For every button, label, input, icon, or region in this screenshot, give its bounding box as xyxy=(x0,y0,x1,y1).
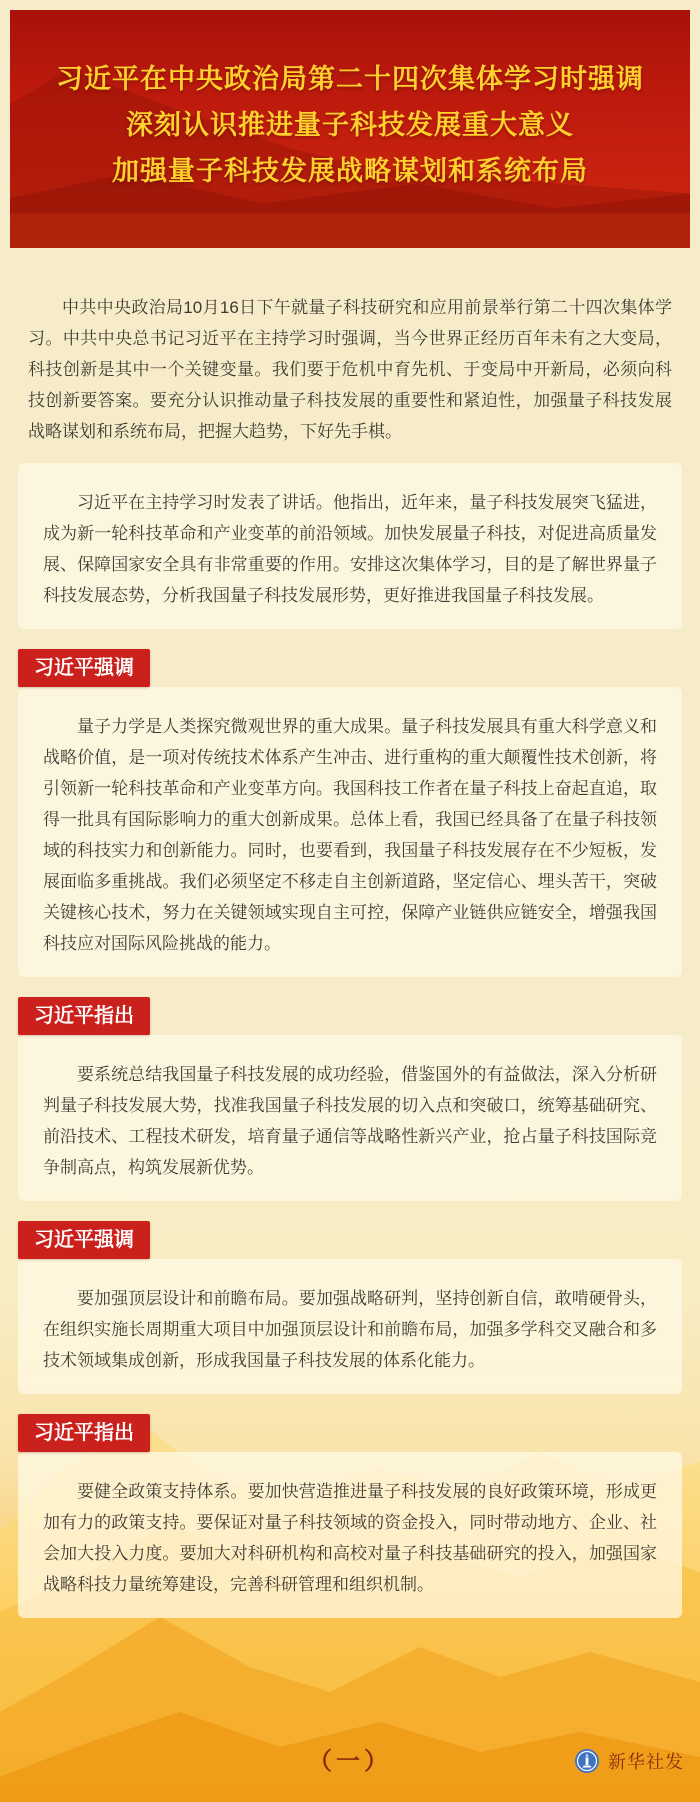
speaker-badge: 习近平指出 xyxy=(18,997,150,1035)
title-line-1: 习近平在中央政治局第二十四次集体学习时强调 xyxy=(56,64,644,94)
speaker-badge: 习近平强调 xyxy=(18,1221,150,1259)
section-box xyxy=(18,1259,682,1394)
intro-paragraph: 中共中央政治局10月16日下午就量子科技研究和应用前景举行第二十四次集体学习。中共中央总书记习近平在主持学习时强调，当今世界正经历百年未有之大变局，科技创新是其中一个关键变量。我们要于危机中育先机、于变局中开新局，必须向科技创新要答案。要充分认识推动量子科技发展的重要性和紧迫性，加强量子科技发展战略谋划和系统布局，把握大趋势，下好先手棋。 xyxy=(28,298,672,441)
page-title xyxy=(10,10,690,194)
paragraph: 要加强顶层设计和前瞻布局。要加强战略研判，坚持创新自信，敢啃硬骨头，在组织实施长周期重大项目中加强顶层设计和前瞻布局，加强多学科交叉融合和多技术领域集成创新，形成我国量子科技发展的体系化能力。 xyxy=(43,1289,657,1370)
overview-paragraph: 习近平在主持学习时发表了讲话。他指出，近年来，量子科技发展突飞猛进，成为新一轮科技革命和产业变革的前沿领域。加快发展量子科技，对促进高质量发展、保障国家安全具有非常重要的作用。安排这次集体学习，目的是了解世界量子科技发展态势，分析我国量子科技发展形势，更好推进我国量子科技发展。 xyxy=(43,493,657,605)
paragraph: 量子力学是人类探究微观世界的重大成果。量子科技发展具有重大科学意义和战略价值，是一项对传统技术体系产生冲击、进行重构的重大颠覆性技术创新，将引领新一轮科技革命和产业变革方向。我国科技工作者在量子科技上奋起直追，取得一批具有国际影响力的重大创新成果。总体上看，我国已经具备了在量子科技领域的科技实力和创新能力。同时，也要看到，我国量子科技发展存在不少短板，发展面临多重挑战。我们必须坚定不移走自主创新道路，坚定信心、埋头苦干，突破关键核心技术，努力在关键领域实现自主可控，保障产业链供应链安全，增强我国科技应对国际风险挑战的能力。 xyxy=(43,717,657,953)
section-3 xyxy=(0,1221,700,1394)
paragraph: 要健全政策支持体系。要加快营造推进量子科技发展的良好政策环境，形成更加有力的政策支持。要保证对量子科技领域的资金投入，同时带动地方、企业、社会加大投入力度。要加大对科研机构和高校对量子科技基础研究的投入，加强国家战略科技力量统筹建设，完善科研管理和组织机制。 xyxy=(43,1482,657,1594)
section-1 xyxy=(0,649,700,977)
speaker-badge: 习近平强调 xyxy=(18,649,150,687)
section-box xyxy=(18,687,682,977)
xinhua-logo-icon xyxy=(574,1748,600,1774)
agency-credit xyxy=(574,1748,684,1774)
title-line-2: 深刻认识推进量子科技发展重大意义 xyxy=(126,110,574,140)
credit-text: 新华社发 xyxy=(608,1752,684,1772)
paragraph: 要系统总结我国量子科技发展的成功经验，借鉴国外的有益做法，深入分析研判量子科技发展大势，找准我国量子科技发展的切入点和突破口，统筹基础研究、前沿技术、工程技术研发，培育量子通信等战略性新兴产业，抢占量子科技国际竞争制高点，构筑发展新优势。 xyxy=(43,1065,657,1177)
section-2 xyxy=(0,997,700,1201)
overview-box xyxy=(18,463,682,629)
section-box xyxy=(18,1035,682,1201)
speaker-badge: 习近平指出 xyxy=(18,1414,150,1452)
section-box xyxy=(18,1452,682,1618)
page-number: （一） xyxy=(308,1748,392,1775)
header-banner xyxy=(10,10,690,248)
section-4 xyxy=(0,1414,700,1618)
title-line-3: 加强量子科技发展战略谋划和系统布局 xyxy=(112,156,588,186)
